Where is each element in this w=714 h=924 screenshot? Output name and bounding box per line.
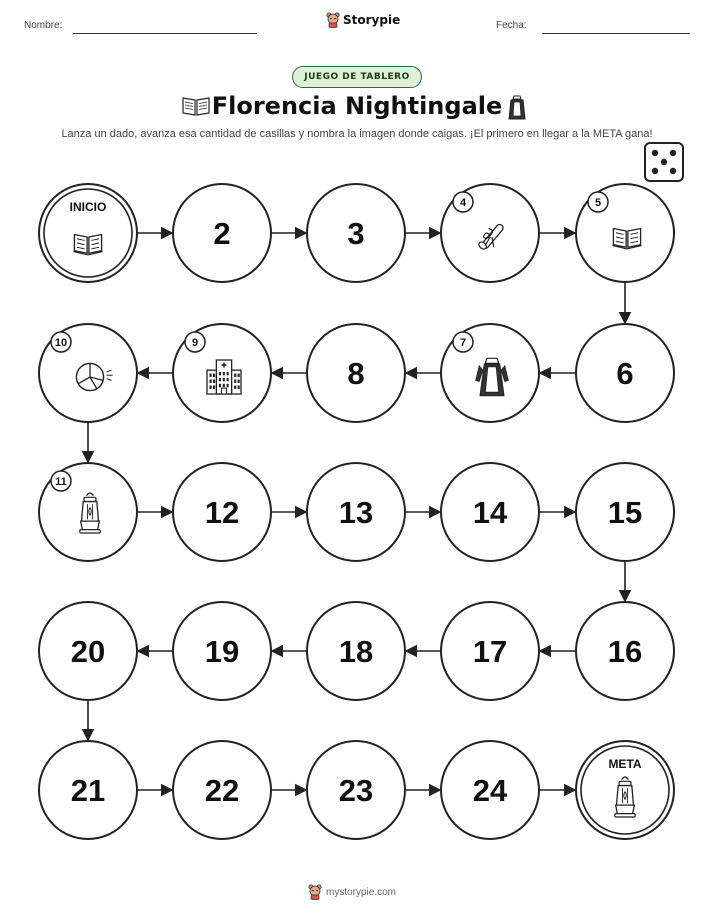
footer-url: mystorypie.com <box>326 886 397 898</box>
cell-circle <box>39 184 137 282</box>
board-cell-3 <box>307 184 405 282</box>
cell-number: 13 <box>338 495 374 530</box>
board-cell-19 <box>173 602 271 700</box>
cell-number: 19 <box>204 634 240 669</box>
board-cell-10 <box>39 324 137 422</box>
cell-number: 22 <box>204 773 240 808</box>
game-type-badge: JUEGO DE TABLERO <box>292 66 422 88</box>
cell-number: 6 <box>616 356 634 391</box>
cell-number: 11 <box>55 476 67 488</box>
board-cell-25 <box>576 741 674 839</box>
board-cell-5 <box>576 184 674 282</box>
board-cell-21 <box>39 741 137 839</box>
cell-number: 21 <box>70 773 106 808</box>
board-cell-22 <box>173 741 271 839</box>
board-cell-14 <box>441 463 539 561</box>
cell-number: 14 <box>472 495 508 530</box>
board-cell-11 <box>39 463 137 561</box>
board-cell-20 <box>39 602 137 700</box>
cell-number: 7 <box>459 337 467 349</box>
cell-number: 16 <box>607 634 643 669</box>
board-cell-8 <box>307 324 405 422</box>
board-cell-13 <box>307 463 405 561</box>
cell-number: 3 <box>347 216 365 251</box>
footer <box>308 884 396 900</box>
cell-number: 10 <box>54 337 68 349</box>
page-title: Florencia Nightingale <box>211 92 503 120</box>
board-cell-17 <box>441 602 539 700</box>
cell-number: 4 <box>459 197 467 209</box>
cell-number: 20 <box>70 634 106 669</box>
cell-number: 8 <box>347 356 365 391</box>
cell-number: 15 <box>607 495 643 530</box>
cell-number: 2 <box>213 216 231 251</box>
brand-name: Storypie <box>343 13 401 27</box>
cell-number: 23 <box>338 773 374 808</box>
cell-number: 5 <box>594 197 602 209</box>
board-cell-2 <box>173 184 271 282</box>
board-cell-24 <box>441 741 539 839</box>
bear-mascot-icon <box>308 884 322 900</box>
board-cell-7 <box>441 324 539 422</box>
cell-label: INICIO <box>69 200 107 214</box>
game-instructions: Lanza un dado, avanza esa cantidad de casillas y nombra la imagen donde caigas. ¡El primero en llegar a la META gana! <box>61 128 653 140</box>
board-cell-9 <box>173 324 271 422</box>
board-cell-15 <box>576 463 674 561</box>
board-cell-1 <box>39 184 137 282</box>
cell-number: 12 <box>204 495 240 530</box>
board-cell-18 <box>307 602 405 700</box>
board-cell-16 <box>576 602 674 700</box>
board-cell-4 <box>441 184 539 282</box>
cell-number: 17 <box>472 634 508 669</box>
cell-label: META <box>608 757 642 771</box>
name-label: Nombre: <box>24 20 63 31</box>
cell-number: 18 <box>338 634 374 669</box>
board-cell-6 <box>576 324 674 422</box>
board-cell-12 <box>173 463 271 561</box>
cell-number: 24 <box>472 773 508 808</box>
cell-number: 9 <box>191 337 199 349</box>
date-label: Fecha: <box>496 20 527 31</box>
board-cell-23 <box>307 741 405 839</box>
